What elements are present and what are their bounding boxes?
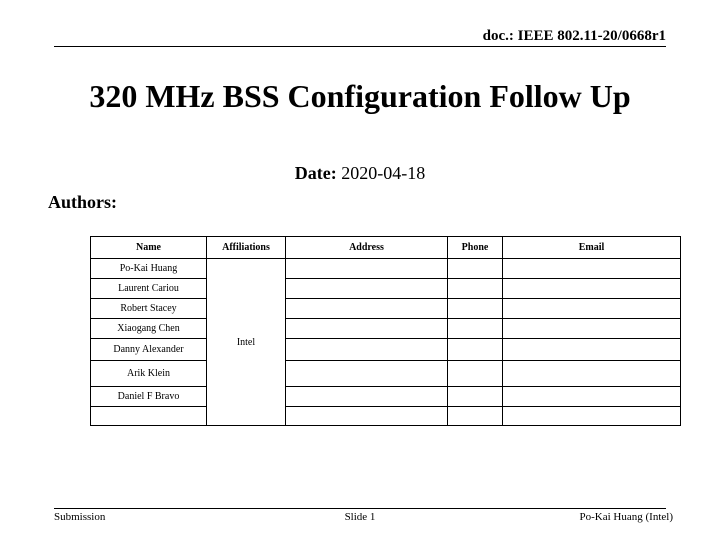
author-name: Laurent Cariou [91,279,207,299]
email-cell [503,387,681,407]
table-row [91,387,681,407]
authors-table [90,236,681,426]
address-cell [286,361,448,387]
footer-submission: Submission [54,511,106,523]
phone-cell [448,387,503,407]
slide-title: 320 MHz BSS Configuration Follow Up [89,78,631,114]
author-name: Daniel F Bravo [91,387,207,407]
phone-cell [448,361,503,387]
table-row [91,361,681,387]
date-label: Date: [294,163,337,183]
table-row [91,259,681,279]
date-value: 2020-04-18 [341,163,426,183]
phone-cell [448,407,503,426]
address-cell [286,299,448,319]
author-name: Po-Kai Huang [91,259,207,279]
phone-cell [448,279,503,299]
phone-cell [448,339,503,361]
email-cell [503,339,681,361]
header-rule [54,46,666,47]
table-header-row [91,237,681,259]
phone-cell [448,319,503,339]
footer-slide-number: Slide 1 [344,511,376,523]
email-cell [503,279,681,299]
column-header-address: Address [286,237,448,259]
table-row [91,407,681,426]
address-cell [286,319,448,339]
email-cell [503,299,681,319]
author-name: Xiaogang Chen [91,319,207,339]
address-cell [286,387,448,407]
footer-author: Po-Kai Huang (Intel) [579,511,673,523]
column-header-email: Email [503,237,681,259]
document-id: doc.: IEEE 802.11-20/0668r1 [482,28,666,44]
address-cell [286,339,448,361]
phone-cell [448,299,503,319]
address-cell [286,279,448,299]
address-cell [286,407,448,426]
table-row [91,299,681,319]
footer-rule [54,508,666,509]
email-cell [503,407,681,426]
affiliation-cell: Intel [207,259,286,426]
column-header-phone: Phone [448,237,503,259]
author-name: Robert Stacey [91,299,207,319]
authors-label: Authors: [48,192,118,212]
table-row [91,339,681,361]
email-cell [503,259,681,279]
table-row [91,279,681,299]
phone-cell [448,259,503,279]
author-name [91,407,207,426]
email-cell [503,361,681,387]
address-cell [286,259,448,279]
table-row [91,319,681,339]
email-cell [503,319,681,339]
column-header-affiliations: Affiliations [207,237,286,259]
date-line [0,163,720,184]
column-header-name: Name [91,237,207,259]
author-name: Arik Klein [91,361,207,387]
author-name: Danny Alexander [91,339,207,361]
